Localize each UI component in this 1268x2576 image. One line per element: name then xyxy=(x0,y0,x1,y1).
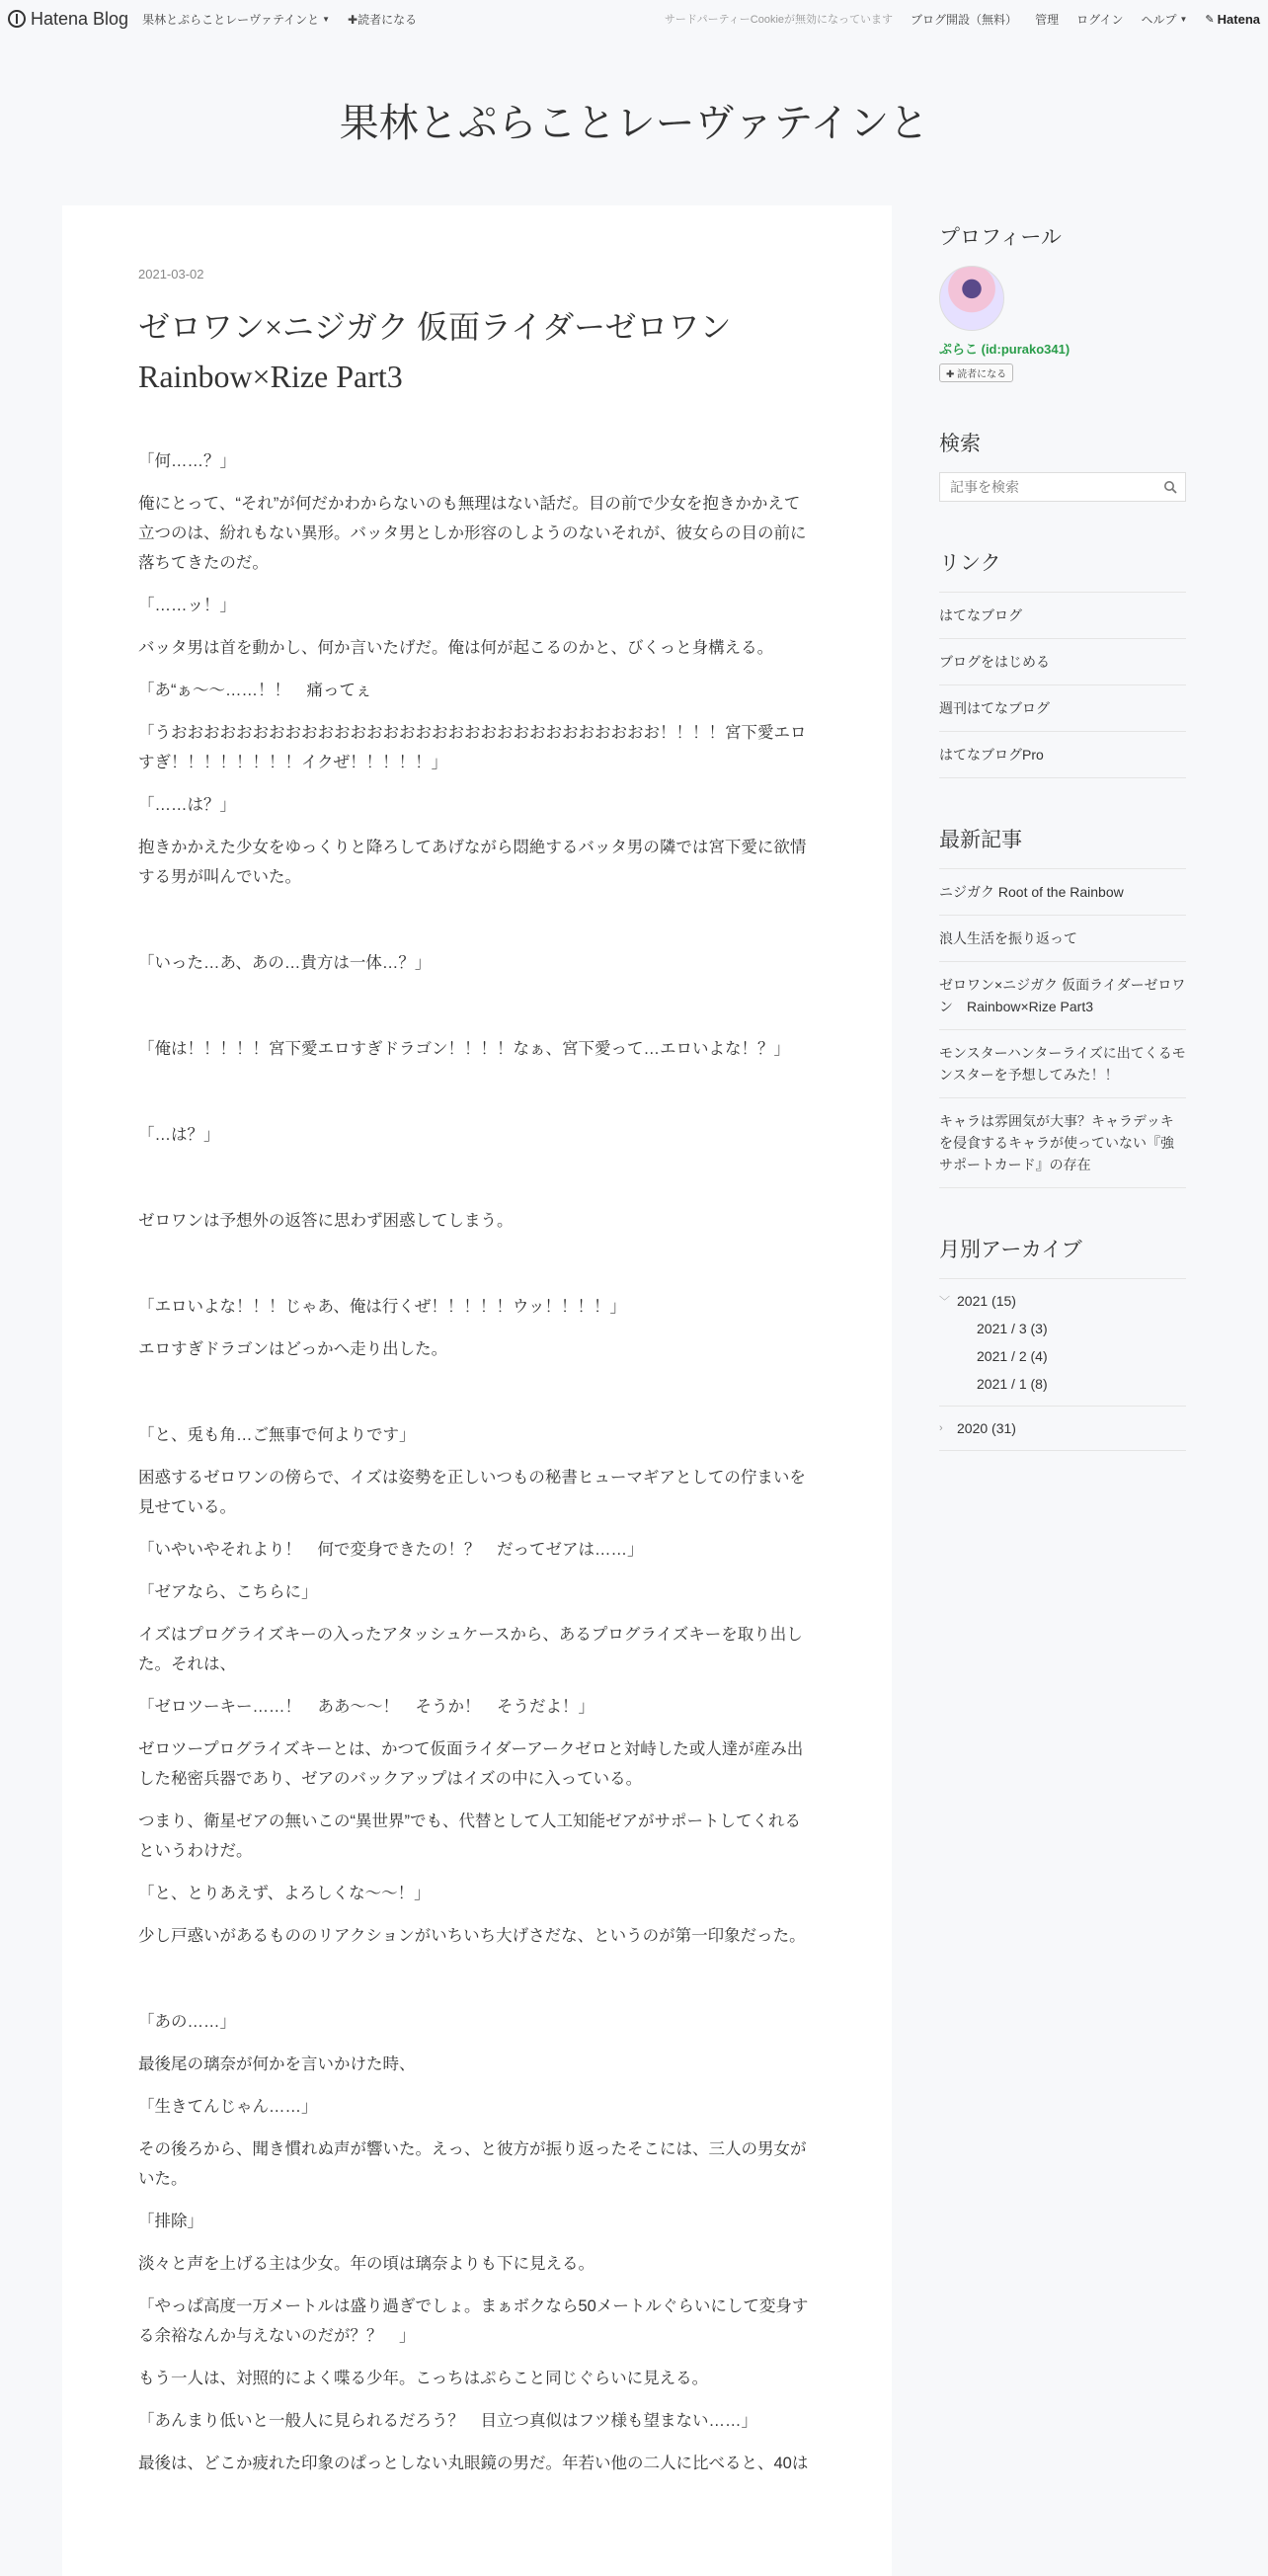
recent-entry-link[interactable]: 浪人生活を振り返って xyxy=(939,916,1186,962)
entry-paragraph: 「ゼアなら、こちらに」 xyxy=(138,1583,318,1602)
recent-entry-link[interactable]: ニジガク Root of the Rainbow xyxy=(939,869,1186,916)
chevron-right-icon[interactable]: › xyxy=(939,1422,943,1434)
entry-paragraph: バッタ男は首を動かし、何か言いたげだ。俺は何が起こるのかと、びくっと身構える。 xyxy=(138,639,774,658)
hatena-blog-logo[interactable]: Hatena Blog xyxy=(8,9,128,30)
recent-entry-link[interactable]: ゼロワン×ニジガク 仮面ライダーゼロワン Rainbow×Rize Part3 xyxy=(939,962,1186,1030)
blog-title[interactable]: 果林とぷらことレーヴァテインと xyxy=(339,101,929,146)
avatar[interactable] xyxy=(939,266,1004,331)
caret-down-icon: ▼ xyxy=(1179,14,1188,24)
entry-paragraph: 「と、兎も角…ご無事で何よりです」 xyxy=(138,1426,416,1445)
entry-paragraph: エロすぎドラゴンはどっかへ走り出した。 xyxy=(138,1340,448,1359)
paragraph-spacer xyxy=(138,1077,816,1120)
archive-heading: 月別アーカイブ xyxy=(939,1239,1082,1261)
reader-button[interactable]: ✚読者になる xyxy=(348,12,418,27)
sidebar xyxy=(939,205,1186,2576)
search-input[interactable] xyxy=(948,478,1163,496)
search-box xyxy=(939,472,1186,502)
entry-paragraph: 俺にとって、“それ”が何だかわからないのも無理はない話だ。目の前で少女を抱きかかえて立つのは、紛れもない異形。バッタ男としか形容のしようのないそれが、彼女らの目の前に落ちてきたのだ。 xyxy=(138,495,807,573)
entry-paragraph: もう一人は、対照的によく喋る少年。こっちはぷらこと同じぐらいに見える。 xyxy=(138,2370,709,2388)
entry-paragraph: ゼロワンは予想外の返答に思わず困惑してしまう。 xyxy=(138,1212,514,1231)
archive-month-link[interactable]: 2021 / 1 (8) xyxy=(977,1376,1048,1392)
entry-paragraph: 「生きてんじゃん……」 xyxy=(138,2098,318,2117)
link-item[interactable]: はてなブログ xyxy=(939,593,1186,639)
archive-year-2021[interactable]: ﹀ 2021 (15) xyxy=(939,1293,1016,1309)
open-blog-link[interactable]: ブログ開設（無料） xyxy=(911,12,1018,27)
entry-paragraph: その後ろから、聞き慣れぬ声が響いた。えっ、と彼方が振り返ったそこには、三人の男女がいた。 xyxy=(138,2140,807,2189)
blog-name-menu[interactable]: 果林とぷらことレーヴァテインと ▼ xyxy=(142,12,331,27)
entry-paragraph: 淡々と声を上げる主は少女。年の頃は璃奈よりも下に見える。 xyxy=(138,2255,594,2274)
entry-title[interactable]: ゼロワン×ニジガク 仮面ライダーゼロワン Rainbow×Rize Part3 xyxy=(138,309,732,394)
entry-paragraph: つまり、衛星ゼアの無いこの“異世界”でも、代替として人工知能ゼアがサポートしてくれるというわけだ。 xyxy=(138,1812,801,1861)
entry-paragraph: 「やっぱ高度一万メートルは盛り過ぎでしょ。まぁボクなら50メートルぐらいにして変身する余裕なんか与えないのだが？？ 」 xyxy=(138,2297,809,2346)
entry-paragraph: 「あんまり低いと一般人に見られるだろう？ 目立つ真似はフツ様も望まない……」 xyxy=(138,2412,757,2431)
entry-paragraph: 「排除」 xyxy=(138,2213,203,2231)
chevron-down-icon[interactable]: ﹀ xyxy=(939,1296,950,1308)
paragraph-spacer xyxy=(138,1163,816,1206)
profile-module xyxy=(939,221,1186,382)
login-link[interactable]: ログイン xyxy=(1076,12,1124,27)
manage-link[interactable]: 管理 xyxy=(1035,12,1060,27)
links-heading: リンク xyxy=(939,552,1001,575)
paragraph-spacer xyxy=(138,1377,816,1420)
entry-paragraph: ゼロツープログライズキーとは、かつて仮面ライダーアークゼロと対峙した或人達が産み出した秘密兵器であり、ゼアのバックアップはイズの中に入っている。 xyxy=(138,1740,804,1789)
recent-heading: 最新記事 xyxy=(939,829,1022,851)
entry-paragraph: 「あ“ぁ～～……！！ 痛ってぇ xyxy=(138,682,372,700)
hatena-bird-icon: ✎ xyxy=(1205,13,1215,26)
archive-month-link[interactable]: 2021 / 2 (4) xyxy=(977,1348,1048,1364)
entry-paragraph: 「……は？」 xyxy=(138,796,236,815)
entry-paragraph: 最後は、どこか疲れた印象のぱっとしない丸眼鏡の男だ。年若い他の二人に比べると、40は xyxy=(138,2455,809,2473)
recent-entry-link[interactable]: キャラは雰囲気が大事？キャラデッキを侵食するキャラが使っていない『強サポートカード』の存在 xyxy=(939,1098,1186,1188)
profile-name-link[interactable]: ぷらこ (id:purako341) xyxy=(939,342,1070,357)
link-item[interactable]: はてなブログPro xyxy=(939,732,1186,778)
archive-year-2020[interactable]: › 2020 (31) xyxy=(939,1420,1016,1436)
link-item[interactable]: ブログをはじめる xyxy=(939,639,1186,685)
archive-month-link[interactable]: 2021 / 3 (3) xyxy=(977,1321,1048,1336)
search-module xyxy=(939,428,1186,502)
caret-down-icon: ▼ xyxy=(322,14,331,24)
help-menu[interactable]: ヘルプ ▼ xyxy=(1141,12,1188,27)
entry-paragraph: 「と、とりあえず、よろしくな～～！」 xyxy=(138,1885,431,1903)
entry-paragraph: 「エロいよな！！！じゃあ、俺は行くぜ！！！！！ウッ！！！！」 xyxy=(138,1298,627,1317)
entry-paragraph: 「いやいやそれより！ 何で変身できたの！？ だってゼアは……」 xyxy=(138,1541,644,1560)
link-item[interactable]: 週刊はてなブログ xyxy=(939,685,1186,732)
entry-paragraph: 困惑するゼロワンの傍らで、イズは姿勢を正しいつもの秘書ヒューマギアとしての佇まいを見せている。 xyxy=(138,1469,806,1517)
entry-paragraph: 「うおおおおおおおおおおおおおおおおおおおおおおおおおおおおおお！！！！宮下愛エロすぎ！！！！！！！！イクぜ！！！！！」 xyxy=(138,724,807,772)
entry-paragraph: 「ゼロツーキー……！ ああ～～！ そうか！ そうだよ！」 xyxy=(138,1698,594,1717)
hatena-logo-icon xyxy=(8,10,26,28)
links-module xyxy=(939,547,1186,778)
global-header xyxy=(0,0,1268,38)
entry-paragraph: 「俺は！！！！！宮下愛エロすぎドラゴン！！！！なぁ、宮下愛って…エロいよな！？」 xyxy=(138,1040,790,1059)
entry-paragraph: 「…は？」 xyxy=(138,1126,220,1145)
recent-entries-module xyxy=(939,824,1186,1188)
cookie-notice: サードパーティーCookieが無効になっています xyxy=(664,14,894,26)
entry-body xyxy=(138,446,816,2478)
paragraph-spacer xyxy=(138,991,816,1034)
paragraph-spacer xyxy=(138,905,816,948)
entry-date[interactable]: 2021-03-02 xyxy=(138,267,204,282)
profile-heading: プロフィール xyxy=(939,226,1062,249)
paragraph-spacer xyxy=(138,1248,816,1292)
follow-button[interactable]: ✚ 読者になる xyxy=(939,363,1013,382)
entry-paragraph: 最後尾の璃奈が何かを言いかけた時、 xyxy=(138,2055,416,2074)
hatena-corp-logo[interactable]: ✎ Hatena xyxy=(1205,11,1260,27)
search-icon[interactable] xyxy=(1163,480,1177,494)
entry-paragraph: 「あの……」 xyxy=(138,2013,236,2032)
entry-paragraph: イズはプログライズキーの入ったアタッシュケースから、あるプログライズキーを取り出した。それは、 xyxy=(138,1626,803,1674)
entry-paragraph: 少し戸惑いがあるもののリアクションがいちいち大げさだな、というのが第一印象だった。 xyxy=(138,1927,806,1946)
search-heading: 検索 xyxy=(939,433,981,455)
entry-paragraph: 「何……？」 xyxy=(138,452,236,471)
paragraph-spacer xyxy=(138,1964,816,2007)
entry-article xyxy=(62,205,892,2576)
recent-entry-link[interactable]: モンスターハンターライズに出てくるモンスターを予想してみた！！ xyxy=(939,1030,1186,1098)
archive-module xyxy=(939,1234,1186,1451)
entry-paragraph: 「……ッ！」 xyxy=(138,597,236,615)
entry-paragraph: 抱きかかえた少女をゆっくりと降ろしてあげながら悶絶するバッタ男の隣では宮下愛に欲情する男が叫んでいた。 xyxy=(138,839,807,887)
entry-paragraph: 「いった…あ、あの…貴方は一体…？」 xyxy=(138,954,432,973)
